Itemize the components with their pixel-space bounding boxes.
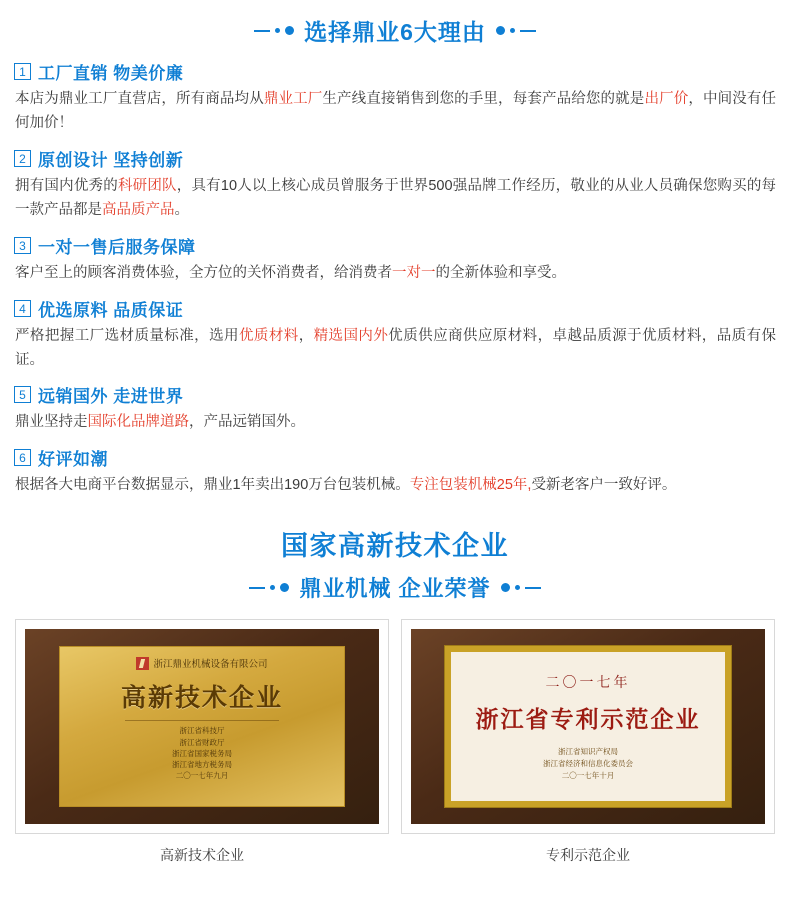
heading-dots-left (249, 583, 289, 592)
reason-number: 2 (14, 150, 31, 167)
body-text: ，产品远销国外。 (189, 414, 305, 431)
dash-decoration (254, 30, 270, 32)
reason-number: 6 (14, 449, 31, 466)
dot-small-icon (270, 585, 275, 590)
honor-subheading (0, 572, 790, 603)
body-text: 根据各大电商平台数据显示，鼎业1年卖出190万台包装机械。 (15, 477, 410, 494)
body-text: 拥有国内优秀的 (15, 177, 118, 194)
reason-number: 1 (14, 63, 31, 80)
body-text: 严格把握工厂选材质量标准，选用 (15, 327, 239, 344)
certificate-issuer: 浙江省科技厅 浙江省财政厅 浙江省国家税务局 浙江省地方税务局 二〇一七年九月 (125, 720, 278, 781)
highlight-text: 优质材料 (238, 327, 299, 344)
reason-body (14, 175, 776, 223)
highlight-text: 鼎业工厂 (263, 91, 323, 107)
reason-header (14, 233, 776, 258)
list-item (14, 445, 776, 498)
dot-small-icon (510, 28, 515, 33)
reason-body (14, 262, 776, 286)
plaque-frame (411, 629, 765, 824)
company-row (136, 656, 267, 670)
dot-small-icon (275, 28, 280, 33)
certificate-gallery (0, 619, 790, 865)
highlight-text: 出厂价 (644, 91, 689, 107)
body-text: 优质供应商供应原材料，卓越品质源于优质材料，品质有保证。 (15, 327, 777, 368)
honor-sub-title: 鼎业机械 企业荣誉 (299, 576, 491, 602)
reason-body (14, 88, 776, 136)
reason-header (14, 146, 776, 171)
reason-body (14, 325, 776, 373)
reason-title: 原创设计 坚持创新 (38, 150, 184, 170)
plaque-frame (25, 629, 379, 824)
gold-plate (59, 646, 345, 807)
dash-decoration (525, 587, 541, 589)
heading-dots-right (496, 26, 536, 35)
body-text: 。 (174, 201, 189, 218)
company-logo-icon (136, 657, 149, 670)
body-text: 的全新体验和享受。 (435, 264, 566, 281)
certificate-year: 二〇一七年 (545, 675, 631, 691)
highlight-text: 高品质产品 (102, 201, 175, 218)
dot-big-icon (496, 26, 505, 35)
cream-plate (445, 646, 731, 807)
body-text: 客户至上的顾客消费体验，全方位的关怀消费者，给消费者 (15, 264, 392, 281)
dot-small-icon (515, 585, 520, 590)
reasons-list (0, 47, 790, 498)
certificate-card[interactable] (401, 619, 775, 865)
honor-section (0, 524, 790, 603)
highlight-text: 科研团队 (117, 177, 177, 194)
highlight-text: 一对一 (392, 264, 436, 281)
reason-title: 远销国外 走进世界 (38, 387, 184, 407)
highlight-text: 精选国内外 (313, 327, 389, 344)
reason-number: 4 (14, 300, 31, 317)
reason-number: 5 (14, 386, 31, 403)
reason-title: 优选原料 品质保证 (38, 300, 184, 320)
highlight-text: 专注包装机械25年, (409, 477, 532, 494)
body-text: 生产线直接销售到您的手里，每套产品给您的就是 (322, 91, 645, 107)
certificate-card[interactable] (15, 619, 389, 865)
reason-number: 3 (14, 237, 31, 254)
dash-decoration (520, 30, 536, 32)
body-text: 鼎业坚持走 (15, 414, 88, 431)
body-text: ，具有10人以上核心成员曾服务于世界500强品牌工作经历，敬业的从业人员确保您购买的每一款产品都是 (15, 177, 777, 218)
honor-main-title: 国家高新技术企业 (281, 531, 509, 562)
list-item (14, 146, 776, 223)
heading-dots-left (254, 26, 294, 35)
reason-body (14, 474, 776, 498)
body-text: ，中间没有任何加价！ (15, 91, 777, 131)
list-item (14, 382, 776, 435)
list-item (14, 233, 776, 286)
company-name: 浙江鼎业机械设备有限公司 (153, 659, 268, 671)
dot-big-icon (280, 583, 289, 592)
reason-title: 好评如潮 (38, 450, 108, 470)
dot-big-icon (285, 26, 294, 35)
body-text: 本店为鼎业工厂直营店，所有商品均从 (15, 91, 264, 107)
dash-decoration (249, 587, 265, 589)
list-item (14, 296, 776, 373)
reason-title: 工厂直销 物美价廉 (38, 64, 184, 83)
certificate-issuer: 浙江省知识产权局 浙江省经济和信息化委员会 二〇一七年十月 (543, 746, 633, 780)
certificate-title: 浙江省专利示范企业 (475, 706, 701, 732)
reasons-heading (0, 0, 790, 47)
page-title: 选择鼎业6大理由 (304, 19, 486, 45)
reason-body (14, 411, 776, 435)
certificate-image-high-tech[interactable] (15, 619, 389, 834)
certificate-caption: 专利示范企业 (546, 847, 630, 864)
certificate-title: 高新技术企业 (120, 685, 283, 713)
reason-header (14, 59, 776, 84)
reason-title: 一对一售后服务保障 (38, 237, 196, 257)
reason-header (14, 382, 776, 407)
highlight-text: 国际化品牌道路 (87, 414, 189, 431)
list-item (14, 59, 776, 136)
reason-header (14, 296, 776, 321)
heading-dots-right (501, 583, 541, 592)
certificate-caption: 高新技术企业 (160, 847, 244, 864)
reason-header (14, 445, 776, 470)
dot-big-icon (501, 583, 510, 592)
certificate-image-patent[interactable] (401, 619, 775, 834)
body-text: 受新老客户一致好评。 (531, 477, 677, 494)
body-text: ， (298, 327, 314, 344)
